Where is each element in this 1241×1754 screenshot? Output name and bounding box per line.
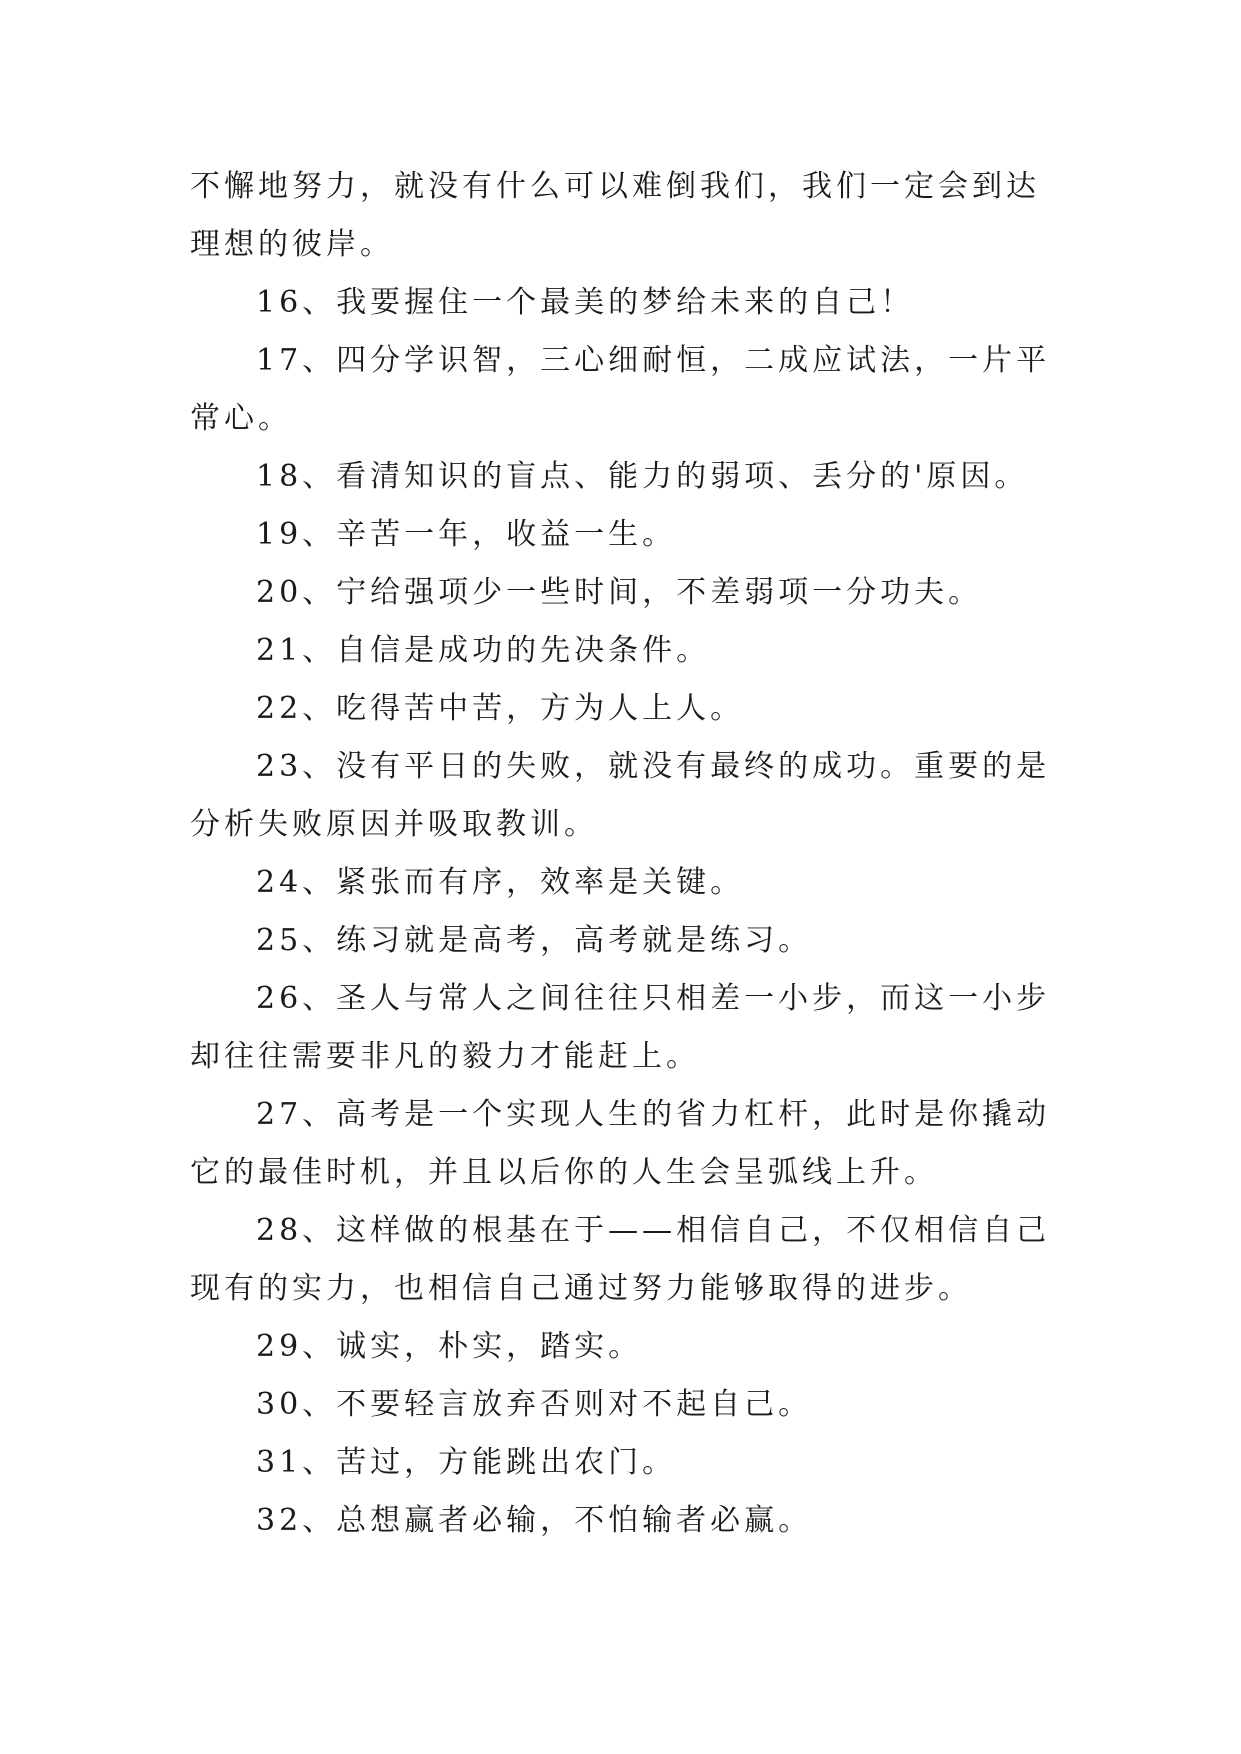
paragraph-item-23: 23、没有平日的失败，就没有最终的成功。重要的是分析失败原因并吸取教训。 bbox=[190, 749, 1051, 842]
paragraph-item-22: 22、吃得苦中苦，方为人上人。 bbox=[256, 691, 745, 726]
paragraph-continuation: 不懈地努力，就没有什么可以难倒我们，我们一定会到达理想的彼岸。 bbox=[190, 169, 1040, 262]
paragraph-item-27: 27、高考是一个实现人生的省力杠杆，此时是你撬动它的最佳时机，并且以后你的人生会呈弧线上升。 bbox=[190, 1097, 1051, 1190]
paragraph-item-24: 24、紧张而有序，效率是关键。 bbox=[256, 865, 745, 900]
paragraph-item-28: 28、这样做的根基在于——相信自己，不仅相信自己现有的实力，也相信自己通过努力能够取得的进步。 bbox=[190, 1213, 1051, 1306]
paragraph-item-21: 21、自信是成功的先决条件。 bbox=[256, 633, 711, 668]
paragraph-item-20: 20、宁给强项少一些时间，不差弱项一分功夫。 bbox=[256, 575, 983, 610]
paragraph-item-30: 30、不要轻言放弃否则对不起自己。 bbox=[256, 1387, 813, 1422]
paragraph-item-26: 26、圣人与常人之间往往只相差一小步，而这一小步却往往需要非凡的毅力才能赶上。 bbox=[190, 981, 1051, 1074]
paragraph-item-17: 17、四分学识智，三心细耐恒，二成应试法，一片平常心。 bbox=[190, 343, 1051, 436]
paragraph-item-19: 19、辛苦一年，收益一生。 bbox=[256, 517, 677, 552]
paragraph-item-18: 18、看清知识的盲点、能力的弱项、丢分的'原因。 bbox=[256, 459, 1029, 494]
paragraph-item-31: 31、苦过，方能跳出农门。 bbox=[256, 1445, 677, 1480]
paragraph-item-16: 16、我要握住一个最美的梦给未来的自己！ bbox=[256, 285, 915, 320]
paragraph-item-32: 32、总想赢者必输，不怕输者必赢。 bbox=[256, 1503, 813, 1538]
document-body bbox=[190, 158, 1060, 1550]
paragraph-item-25: 25、练习就是高考，高考就是练习。 bbox=[256, 923, 813, 958]
paragraph-item-29: 29、诚实，朴实，踏实。 bbox=[256, 1329, 643, 1364]
